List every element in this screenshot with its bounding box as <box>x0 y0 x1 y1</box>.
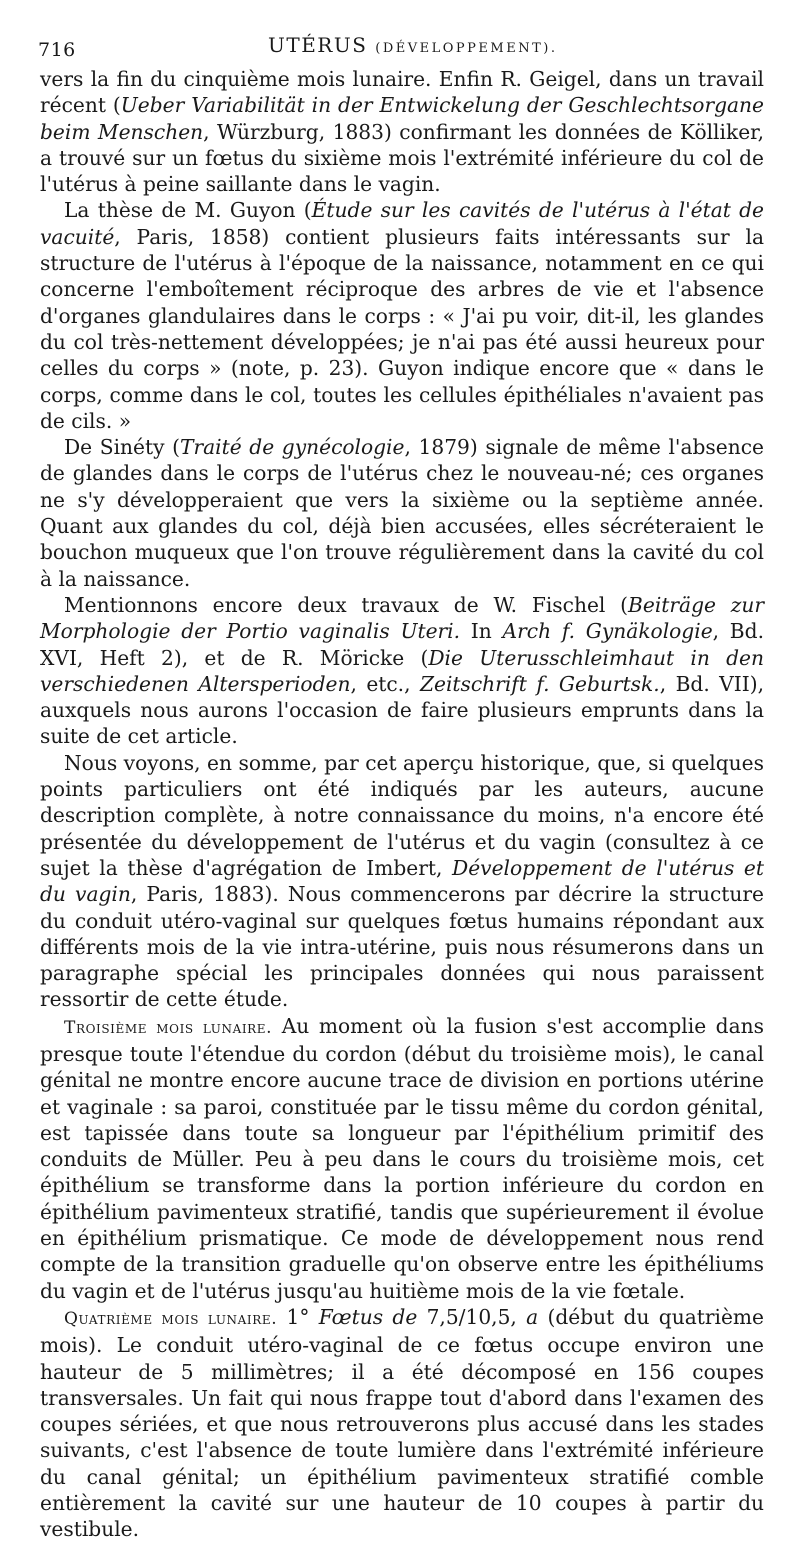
running-title-main: UTÉRUS <box>268 33 368 57</box>
text-run: Au moment où la fusion s'est accomplie dans presque toute l'étendue du cordon (début du troisième mois), le canal génital ne montre encore aucune trace de division en portions utérine et vaginale : sa paroi, constituée par le tissu même du cordon génital, est tapissée dans toute sa longueur par l'épithélium primitif des conduits de Müller. Peu à peu dans le cours du troisième mois, cet épithélium se transforme dans la portion inférieure du cordon en épithélium pavimenteux stratifié, tandis que supérieurement il évolue en épithélium prismatique. Ce mode de développement nous rend compte de la transition graduelle qu'on observe entre les épithéliums du vagin et de l'utérus jusqu'au huitième mois de la vie fœtale. <box>40 1013 764 1303</box>
citation-title: Développement de l'utérus et du vagin <box>40 855 764 907</box>
text-run: Mentionnons encore deux travaux de W. Fischel ( <box>64 592 629 617</box>
text-run: La thèse de M. Guyon ( <box>64 198 312 223</box>
text-run: , Würzburg, 1883) confirmant les données de Kölliker, a trouvé sur un fœtus du sixième mois l'extrémité inférieure du col de l'utérus à peine saillante dans le vagin. <box>40 119 764 197</box>
paragraph-de-sinety <box>40 434 764 592</box>
citation-title: Arch f. Gynäkologie <box>502 619 713 644</box>
paragraph-geigel <box>40 66 764 197</box>
text-run: , Paris, 1858) contient plusieurs faits intéressants sur la structure de l'utérus à l'époque de la naissance, notamment en ce qui concerne l'emboîtement réciproque des arbres de vie et l'absence d'organes glandulaires dans le corps : « J'ai pu voir, dit-il, les glandes du col très-nettement développées; je n'ai pas été aussi heureux pour celles du corps » (note, p. 23). Guyon indique encore que « dans le corps, comme dans le col, toutes les cellules épithéliales n'avaient pas de cils. » <box>40 224 764 433</box>
paragraph-fischel-moricke <box>40 592 764 750</box>
text-run: , 1879) signale de même l'absence de glandes dans le corps de l'utérus chez le nouveau-né; ces organes ne s'y développeraient que vers la sixième ou la septième année. Quant aux glandes du col, déjà bien accusées, elles sécréteraient le bouchon muqueux que l'on trouve régulièrement dans la cavité du col à la naissance. <box>40 435 764 591</box>
body-text <box>40 66 764 1543</box>
citation-title: Die Uterusschleimhaut in den verschiedenen Altersperioden <box>40 645 764 696</box>
text-run: , Paris, 1883). Nous commencerons par décrire la structure du conduit utéro-vaginal sur quelques fœtus humains répondant aux différents mois de la vie intra-utérine, puis nous résumerons dans un paragraphe spécial les principales données qui nous paraissent ressortir de cette étude. <box>40 882 764 1012</box>
paragraph-fourth-month <box>40 1304 764 1543</box>
italic-label: Fœtus de <box>318 1304 418 1329</box>
citation-title: Étude sur les cavités de l'utérus à l'état de vacuité <box>40 198 764 249</box>
text-run: 1° <box>277 1304 319 1329</box>
text-run: 7,5/10,5, <box>417 1304 527 1329</box>
page-number: 716 <box>38 39 76 61</box>
text-run: In <box>460 619 503 644</box>
italic-label: a <box>526 1304 539 1329</box>
running-header <box>38 33 760 63</box>
paragraph-guyon <box>40 197 764 434</box>
text-run: , etc., <box>350 671 420 696</box>
text-run: Nous voyons, en somme, par cet aperçu historique, que, si quelques points particuliers ont été indiqués par les auteurs, aucune description complète, à notre connaissance du moins, n'a encore été présentée du développement de l'utérus et du vagin (consultez à ce sujet la thèse d'agrégation de Imbert, <box>40 750 764 880</box>
citation-title: Traité de gynécologie <box>180 435 405 460</box>
paragraph-summary <box>40 750 764 1013</box>
text-run: De Sinéty ( <box>64 435 181 460</box>
section-heading: Troisième mois lunaire. <box>64 1017 273 1038</box>
citation-title: Zeitschrift f. Geburtsk. <box>419 671 660 696</box>
section-heading: Quatrième mois lunaire. <box>64 1308 278 1329</box>
text-run: , Bd. XVI, Heft 2), et de R. Möricke ( <box>40 619 764 670</box>
paragraph-third-month <box>40 1013 764 1304</box>
running-title-sub: (DÉVELOPPEMENT). <box>375 41 558 56</box>
running-title <box>268 33 557 57</box>
citation-title: Ueber Variabilität in der Entwickelung der Geschlechtsorgane beim Menschen <box>40 93 764 144</box>
text-run: , Bd. VII), auxquels nous aurons l'occasion de faire plusieurs emprunts dans la suite de cet article. <box>40 671 765 749</box>
citation-title: Beiträge zur Morphologie der Portio vaginalis Uteri. <box>40 592 764 644</box>
text-run: vers la fin du cinquième mois lunaire. Enfin R. Geigel, dans un travail récent ( <box>40 67 764 118</box>
text-run: (début du quatrième mois). Le conduit utéro-vaginal de ce fœtus occupe environ une hauteur de 5 millimètres; il a été décomposé en 156 coupes transversales. Un fait qui nous frappe tout d'abord dans l'examen des coupes sériées, et que nous retrouverons plus accusé dans les stades suivants, c'est l'absence de toute lumière dans l'extrémité inférieure du canal génital; un épithélium pavimenteux stratifié comble entièrement la cavité sur une hauteur de 10 coupes à partir du vestibule. <box>40 1304 764 1542</box>
